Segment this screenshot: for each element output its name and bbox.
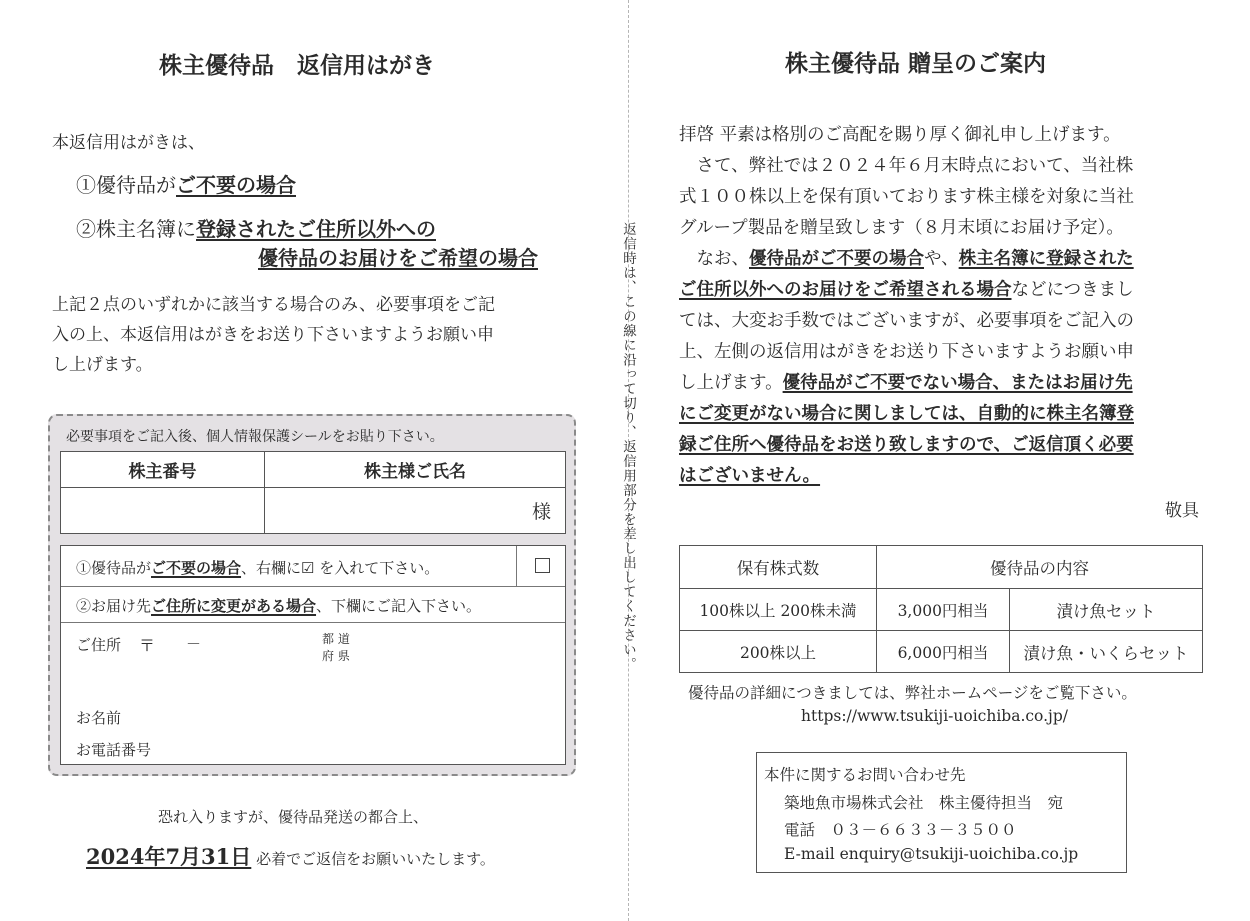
- value-cell: 3,000円相当: [877, 589, 1010, 631]
- deadline-date: 2024年7月31日: [86, 844, 252, 869]
- notice-line: [679, 213, 1134, 244]
- notice-line: [679, 275, 1134, 306]
- postal-dash: －: [186, 635, 202, 653]
- website-link[interactable]: https://www.tsukiji-uoichiba.co.jp/: [801, 707, 1068, 725]
- notice-line: [679, 461, 1134, 492]
- condition-item-1: ①優待品がご不要の場合: [76, 173, 296, 197]
- reply-card-intro: 本返信用はがきは、: [52, 133, 205, 153]
- notice-line: [679, 244, 1134, 275]
- postal-mark: 〒: [139, 636, 156, 655]
- notice-line: [679, 337, 1134, 368]
- contact-company: 築地魚市場株式会社 株主優待担当 宛: [784, 794, 1064, 812]
- notice-line: [679, 182, 1134, 213]
- phone-label: お電話番号: [76, 741, 152, 759]
- item-cell: 漬け魚セット: [1010, 589, 1203, 631]
- emphasized-text: 録ご住所へ優待品をお送り致しますので、ご返信頂く必要: [679, 435, 1134, 455]
- deadline-line: 2024年7月31日 必着でご返信をお願いいたします。: [86, 844, 495, 869]
- condition-item-2-continued: 優待品のお届けをご希望の場合: [258, 246, 538, 270]
- address-change-row-text: ②お届け先ご住所に変更がある場合、下欄にご記入下さい。: [76, 597, 482, 615]
- emphasized-text: ご住所以外へのお届けをご希望される場合: [679, 280, 1012, 300]
- notice-line: [679, 430, 1134, 461]
- emphasized-text: 優待品がご不要でない場合、またはお届け先: [782, 373, 1133, 393]
- reply-form-box: [60, 545, 566, 765]
- notice-text: などにつきまし: [1011, 280, 1134, 300]
- notice-text: グループ製品を贈呈致します（８月末頃にお届け予定）。: [679, 218, 1124, 238]
- shareholder-id-table: [60, 451, 566, 534]
- contact-phone: 電話 ０３－６６３３－３５００: [784, 821, 1017, 839]
- reply-card-instructions: 上記２点のいずれかに該当する場合のみ、必要事項をご記 入の上、本返信用はがきをお送り下さいますようお願い申 し上げます。: [52, 295, 496, 375]
- emphasized-text: 株主名簿に登録された: [958, 249, 1134, 269]
- divider: [516, 546, 517, 586]
- value-cell: 6,000円相当: [877, 631, 1010, 673]
- notice-text: 式１００株以上を保有頂いております株主様を対象に当社: [679, 187, 1134, 207]
- decline-checkbox[interactable]: [535, 558, 550, 573]
- emphasized-text: はございません。: [679, 466, 821, 486]
- notice-line: [679, 151, 1134, 182]
- shareholder-name-header: 株主様ご氏名: [265, 452, 566, 488]
- decline-row-text: ①優待品がご不要の場合、右欄に☑ を入れて下さい。: [76, 559, 440, 577]
- notice-line: [679, 120, 1134, 151]
- notice-text: 拝啓 平素は格別のご高配を賜り厚く御礼申し上げます。: [679, 125, 1121, 145]
- prefecture-label-2: 府 県: [322, 649, 350, 663]
- prefecture-label-1: 都 道: [322, 632, 350, 646]
- address-field[interactable]: [62, 660, 564, 700]
- notice-body: [679, 120, 1134, 492]
- notice-text: 上、左側の返信用はがきをお送り下さいますようお願い申: [679, 342, 1134, 362]
- notice-title: 株主優待品 贈呈のご案内: [785, 50, 1047, 77]
- shareholder-name-field[interactable]: [265, 488, 566, 534]
- notice-text: ては、大変お手数ではございますが、必要事項をご記入の: [679, 311, 1134, 331]
- shares-cell: 100株以上 200株未満: [680, 589, 877, 631]
- divider: [61, 622, 565, 623]
- notice-text: さて、弊社では２０２４年６月末時点において、当社株: [679, 156, 1134, 176]
- shareholder-number-header: 株主番号: [61, 452, 265, 488]
- notice-line: [679, 368, 1134, 399]
- notice-text: し上げます。: [679, 373, 783, 393]
- benefit-table: [679, 545, 1203, 673]
- sama-suffix: 様: [531, 501, 551, 523]
- contact-heading: 本件に関するお問い合わせ先: [764, 766, 966, 784]
- seal-note: 必要事項をご記入後、個人情報保護シールをお貼り下さい。: [66, 429, 444, 445]
- reply-card-title: 株主優待品 返信用はがき: [159, 52, 435, 79]
- notice-text: や、: [924, 249, 959, 269]
- shares-cell: 200株以上: [680, 631, 877, 673]
- notice-line: [679, 399, 1134, 430]
- emphasized-text: 優待品がご不要の場合: [749, 249, 924, 269]
- contact-box: [756, 752, 1127, 873]
- shareholder-number-field[interactable]: [61, 488, 265, 534]
- closing-note: 恐れ入りますが、優待品発送の都合上、: [158, 808, 429, 826]
- divider: [61, 586, 565, 587]
- address-label: ご住所: [76, 636, 122, 654]
- condition-item-2: ②株主名簿に登録されたご住所以外への: [76, 217, 436, 241]
- emphasized-text: にご変更がない場合に関しましては、自動的に株主名簿登: [679, 404, 1134, 424]
- shares-header: 保有株式数: [680, 546, 877, 589]
- keigu: 敬具: [1165, 501, 1199, 521]
- content-header: 優待品の内容: [877, 546, 1203, 589]
- detail-note: 優待品の詳細につきましては、弊社ホームページをご覧下さい。: [688, 684, 1137, 702]
- contact-email[interactable]: E-mail enquiry@tsukiji-uoichiba.co.jp: [784, 845, 1079, 863]
- item-cell: 漬け魚・いくらセット: [1010, 631, 1203, 673]
- notice-text: なお、: [679, 249, 749, 269]
- name-label: お名前: [76, 709, 122, 727]
- notice-line: [679, 306, 1134, 337]
- cut-instruction: 返信時は、この線に沿って切り、返信用部分を差し出してください。: [620, 222, 636, 672]
